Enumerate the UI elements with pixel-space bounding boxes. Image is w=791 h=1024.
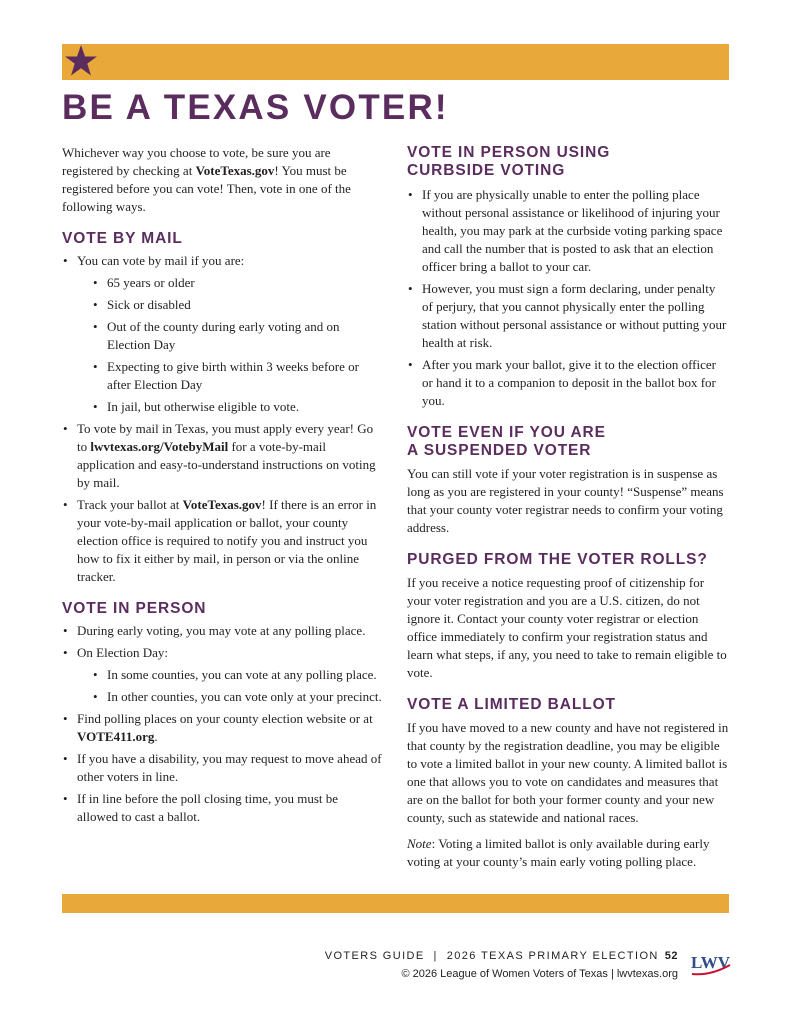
- eligibility-sublist: [77, 274, 382, 416]
- curbside-list: [407, 186, 729, 410]
- footer-guide-line: VOTERS GUIDE | 2026 TEXAS PRIMARY ELECTION 52: [324, 950, 678, 962]
- top-accent-bar: [62, 44, 729, 80]
- page-title: BE A TEXAS VOTER!: [62, 88, 449, 127]
- vote411-link[interactable]: VOTE411.org: [77, 729, 155, 744]
- list-item: • You can vote by mail if you are: • 65 years or older • Sick or disabled • Out of the county during early voting and on Election Day • Expecting to give birth within 3 weeks before or after Election Day • In jail, but otherwise eligible to vote.: [62, 252, 382, 416]
- list-item: • However, you must sign a form declaring, under penalty of perjury, that you cannot physically enter the polling station without personal assistance or without putting your health at risk.: [407, 280, 729, 352]
- list-item: • Find polling places on your county election website or at VOTE411.org.: [62, 710, 382, 746]
- limited-ballot-heading: VOTE A LIMITED BALLOT: [407, 696, 616, 713]
- curbside-heading: VOTE IN PERSON USING CURBSIDE VOTING: [407, 144, 611, 179]
- list-item: • On Election Day: • In some counties, you can vote at any polling place. • In other counties, you can vote only at your precinct.: [62, 644, 382, 706]
- votetexas-link[interactable]: VoteTexas.gov: [195, 163, 275, 178]
- list-item: • In some counties, you can vote at any polling place.: [92, 666, 382, 684]
- suspended-voter-heading: VOTE EVEN IF YOU ARE A SUSPENDED VOTER: [407, 424, 606, 459]
- vote-in-person-heading: VOTE IN PERSON: [62, 600, 207, 617]
- vote-by-mail-heading: VOTE BY MAIL: [62, 230, 183, 247]
- purged-heading: PURGED FROM THE VOTER ROLLS?: [407, 551, 708, 568]
- suspended-voter-paragraph: You can still vote if your voter registration is in suspense as long as you are registered in your county! “Suspense” means that your county voter registrar needs to confirm your voting address.: [407, 466, 724, 535]
- star-icon: [64, 44, 98, 78]
- page-number: 52: [664, 950, 678, 962]
- election-day-sublist: [77, 666, 382, 706]
- vote-in-person-list: [62, 622, 382, 826]
- vote-by-mail-link[interactable]: lwvtexas.org/VotebyMail: [90, 439, 229, 454]
- list-item: • Out of the county during early voting and on Election Day: [92, 318, 382, 354]
- list-item: • If you have a disability, you may request to move ahead of other voters in line.: [62, 750, 382, 786]
- page-footer: [325, 947, 678, 983]
- votetexas-link[interactable]: VoteTexas.gov: [182, 497, 262, 512]
- vote-by-mail-list: [62, 252, 382, 586]
- list-item: • Expecting to give birth within 3 weeks before or after Election Day: [92, 358, 382, 394]
- purged-paragraph: If you receive a notice requesting proof of citizenship for your voter registration and you are a U.S. citizen, do not ignore it. Contact your county voter registrar or election office immediately to confirm your registration status and learn what steps, if any, you need to take to remain eligible to vote.: [407, 575, 727, 680]
- lwv-logo-text: LWV: [691, 953, 731, 972]
- limited-ballot-note: Note: Voting a limited ballot is only available during early voting at your county’s main early voting polling place.: [407, 836, 710, 869]
- right-column: [407, 144, 729, 871]
- footer-copyright: © 2026 League of Women Voters of Texas | lwvtexas.org: [401, 968, 678, 980]
- list-item: • If you are physically unable to enter the polling place without personal assistance or likelihood of injuring your health, you may park at the curbside voting parking space and call the number that is posted to ask that an election officer bring a ballot to your car.: [407, 186, 729, 276]
- list-item: • To vote by mail in Texas, you must apply every year! Go to lwvtexas.org/VotebyMail for a vote-by-mail application and easy-to-understand instructions on voting by mail.: [62, 420, 382, 492]
- list-item: • Sick or disabled: [92, 296, 382, 314]
- list-item: • During early voting, you may vote at any polling place.: [62, 622, 382, 640]
- lwv-logo: [690, 950, 732, 980]
- list-item: • 65 years or older: [92, 274, 382, 292]
- list-item: • In other counties, you can vote only at your precinct.: [92, 688, 382, 706]
- intro-paragraph: Whichever way you choose to vote, be sure you are registered by checking at VoteTexas.gov! You must be registered before you can vote! Then, vote in one of the following ways.: [62, 145, 351, 214]
- list-item: • If in line before the poll closing time, you must be allowed to cast a ballot.: [62, 790, 382, 826]
- bottom-accent-bar: [62, 894, 729, 913]
- limited-ballot-paragraph: If you have moved to a new county and have not registered in that county by the registration deadline, you may be eligible to vote a limited ballot in your new county. A limited ballot is one that allows you to vote on candidates and measures that are on the ballot for both your former county and your new county, such as statewide and national races.: [407, 720, 729, 825]
- list-item: • In jail, but otherwise eligible to vote.: [92, 398, 382, 416]
- list-item: • Track your ballot at VoteTexas.gov! If there is an error in your vote-by-mail application or ballot, your county election office is required to notify you and instruct you how to fix it either by mail, in person or via the online tracker.: [62, 496, 382, 586]
- list-item: • After you mark your ballot, give it to the election officer or hand it to a companion to deposit in the ballot box for you.: [407, 356, 729, 410]
- left-column: [62, 144, 382, 830]
